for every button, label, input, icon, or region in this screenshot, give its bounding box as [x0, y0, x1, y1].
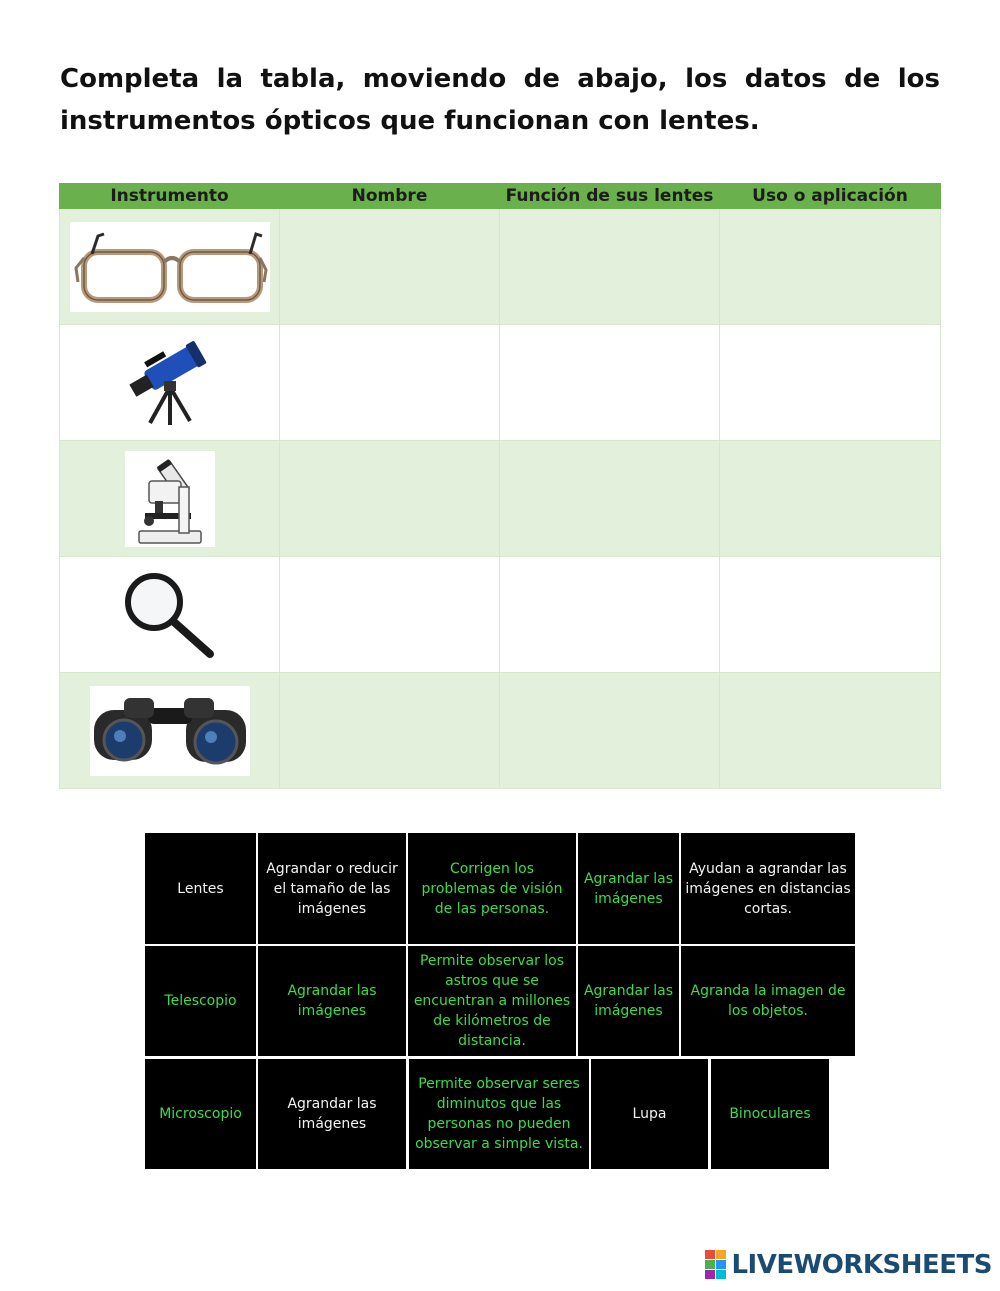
- table-row: [60, 673, 941, 789]
- answer-tile[interactable]: Ayudan a agrandar las imágenes en distancias cortas.: [681, 833, 855, 944]
- drop-zone-uso[interactable]: [720, 673, 941, 789]
- drop-zone-funcion[interactable]: [500, 441, 720, 557]
- magnifying-glass-icon: [120, 570, 220, 660]
- table-header-row: [60, 184, 941, 209]
- answer-tile-binoculares[interactable]: Binoculares: [711, 1059, 829, 1169]
- drop-zone-nombre[interactable]: [280, 557, 500, 673]
- answer-tile[interactable]: Agrandar las imágenes: [258, 1059, 406, 1169]
- instruments-table: [59, 183, 941, 789]
- instrument-cell: [60, 557, 280, 673]
- answer-tile-lupa[interactable]: Lupa: [591, 1059, 708, 1169]
- drop-zone-uso[interactable]: [720, 557, 941, 673]
- table-row: [60, 557, 941, 673]
- answer-tile[interactable]: Agrandar las imágenes: [578, 946, 679, 1056]
- liveworksheets-logo-icon: [705, 1250, 727, 1280]
- drop-zone-uso[interactable]: [720, 441, 941, 557]
- brand-name: LIVEWORKSHEETS: [731, 1250, 992, 1280]
- instrument-cell: [60, 325, 280, 441]
- header-funcion: Función de sus lentes: [500, 184, 720, 209]
- drop-zone-nombre[interactable]: [280, 673, 500, 789]
- answer-tile-telescopio[interactable]: Telescopio: [145, 946, 256, 1056]
- answer-tile[interactable]: Agrandar las imágenes: [578, 833, 679, 944]
- header-instrumento: Instrumento: [60, 184, 280, 209]
- answer-tile[interactable]: Permite observar los astros que se encuentran a millones de kilómetros de distancia.: [408, 946, 576, 1056]
- answer-tile-lentes[interactable]: Lentes: [145, 833, 256, 944]
- drop-zone-funcion[interactable]: [500, 673, 720, 789]
- drop-zone-funcion[interactable]: [500, 325, 720, 441]
- answer-tile[interactable]: Agrandar o reducir el tamaño de las imágenes: [258, 833, 406, 944]
- microscope-icon: [125, 451, 215, 547]
- instructions-text: Completa la tabla, moviendo de abajo, los datos de los instrumentos ópticos que funcionan con lentes.: [60, 64, 940, 136]
- table-row: [60, 209, 941, 325]
- telescope-icon: [120, 335, 220, 430]
- instrument-cell: [60, 673, 280, 789]
- answer-tile-microscopio[interactable]: Microscopio: [145, 1059, 256, 1169]
- answer-tile[interactable]: Permite observar seres diminutos que las personas no pueden observar a simple vista.: [409, 1059, 589, 1169]
- binoculars-icon: [90, 686, 250, 776]
- drop-zone-nombre[interactable]: [280, 209, 500, 325]
- table-row: [60, 325, 941, 441]
- drop-zone-uso[interactable]: [720, 209, 941, 325]
- header-nombre: Nombre: [280, 184, 500, 209]
- drop-zone-uso[interactable]: [720, 325, 941, 441]
- answer-tile[interactable]: Corrigen los problemas de visión de las personas.: [408, 833, 576, 944]
- eyeglasses-icon: [70, 222, 270, 312]
- instrument-cell: [60, 441, 280, 557]
- instrument-cell: [60, 209, 280, 325]
- drop-zone-nombre[interactable]: [280, 441, 500, 557]
- brand-footer: [705, 1247, 992, 1283]
- header-uso: Uso o aplicación: [720, 184, 941, 209]
- drop-zone-funcion[interactable]: [500, 557, 720, 673]
- drop-zone-funcion[interactable]: [500, 209, 720, 325]
- answer-tile[interactable]: Agranda la imagen de los objetos.: [681, 946, 855, 1056]
- answer-tile[interactable]: Agrandar las imágenes: [258, 946, 406, 1056]
- table-row: [60, 441, 941, 557]
- drop-zone-nombre[interactable]: [280, 325, 500, 441]
